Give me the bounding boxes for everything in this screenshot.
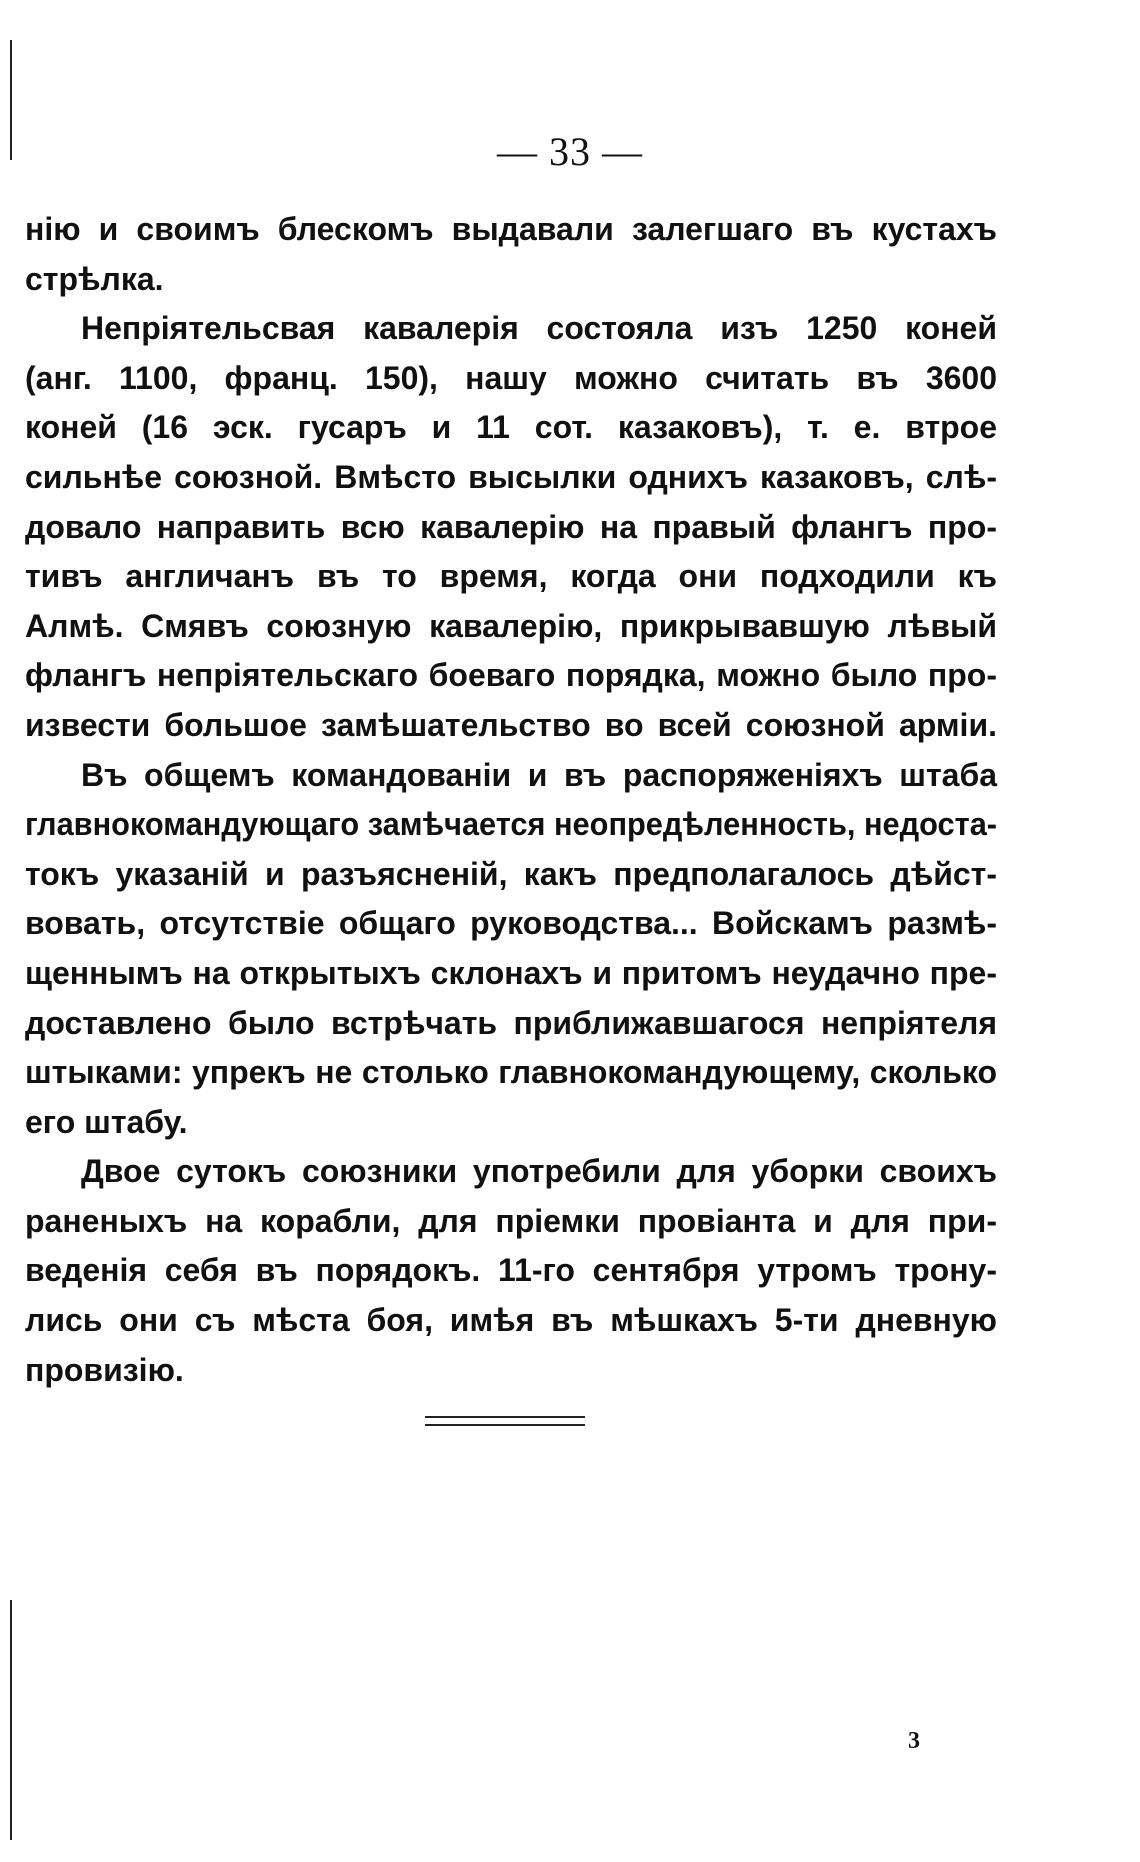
text-line: щеннымъ на открытыхъ склонахъ и притомъ неудачно пре- (25, 954, 997, 991)
signature-mark: 3 (908, 1728, 920, 1754)
text-line: Двое сутокъ союзники употребили для уборки своихъ (81, 1153, 997, 1190)
text-line: штыками: упрекъ не столько главнокомандующему, сколько (25, 1054, 997, 1091)
paragraph (25, 1147, 997, 1395)
text-line: провизію. (25, 1351, 184, 1388)
page-number: — 33 — (497, 129, 643, 174)
text-line: вовать, отсутствіе общаго руководства... Войскамъ размѣ- (25, 905, 997, 942)
text-line: Алмѣ. Смявъ союзную кавалерію, прикрывавшую лѣвый (25, 607, 997, 644)
text-line: токъ указаній и разъясненій, какъ предполагалось дѣйст- (25, 855, 997, 892)
scan-edge-line-bottom (10, 1600, 12, 1840)
text-line: лись они съ мѣста боя, имѣя въ мѣшкахъ 5-ти дневную (25, 1302, 997, 1339)
text-line: флангъ непріятельскаго боеваго порядка, можно было про- (25, 657, 997, 694)
body-text (25, 205, 997, 1395)
text-line: Въ общемъ командованіи и въ распоряженіяхъ штаба (81, 756, 997, 793)
text-line: веденія себя въ порядокъ. 11-го сентября утромъ трону- (25, 1252, 997, 1289)
text-line: главнокомандующаго замѣчается неопредѣленность, недоста- (25, 806, 998, 843)
paragraph (25, 205, 997, 304)
text-line: извести большое замѣшательство во всей союзной арміи. (25, 706, 997, 743)
text-line: (анг. 1100, франц. 150), нашу можно считать въ 3600 (25, 359, 997, 396)
text-line: тивъ англичанъ въ то время, когда они подходили къ (25, 558, 997, 595)
paragraph (25, 751, 997, 1148)
text-line: довало направить всю кавалерію на правый флангъ про- (25, 508, 997, 545)
text-line: доставлено было встрѣчать приближавшагося непріятеля (25, 1004, 997, 1041)
text-line: его штабу. (25, 1103, 188, 1140)
text-line: коней (16 эск. гусаръ и 11 сот. казаковъ), т. е. втрое (25, 409, 997, 446)
paragraph (25, 304, 997, 750)
text-line: стрѣлка. (25, 260, 164, 297)
text-line: нію и своимъ блескомъ выдавали залегшаго въ кустахъ (25, 211, 997, 247)
section-end-rule-top (425, 1416, 585, 1418)
text-line: Непріятельсвая кавалерія состояла изъ 1250 коней (81, 310, 997, 347)
text-line: раненыхъ на корабли, для пріемки провіанта и для при- (25, 1202, 997, 1239)
section-end-rule-bottom (425, 1424, 585, 1426)
text-line: сильнѣе союзной. Вмѣсто высылки однихъ казаковъ, слѣ- (25, 458, 997, 495)
